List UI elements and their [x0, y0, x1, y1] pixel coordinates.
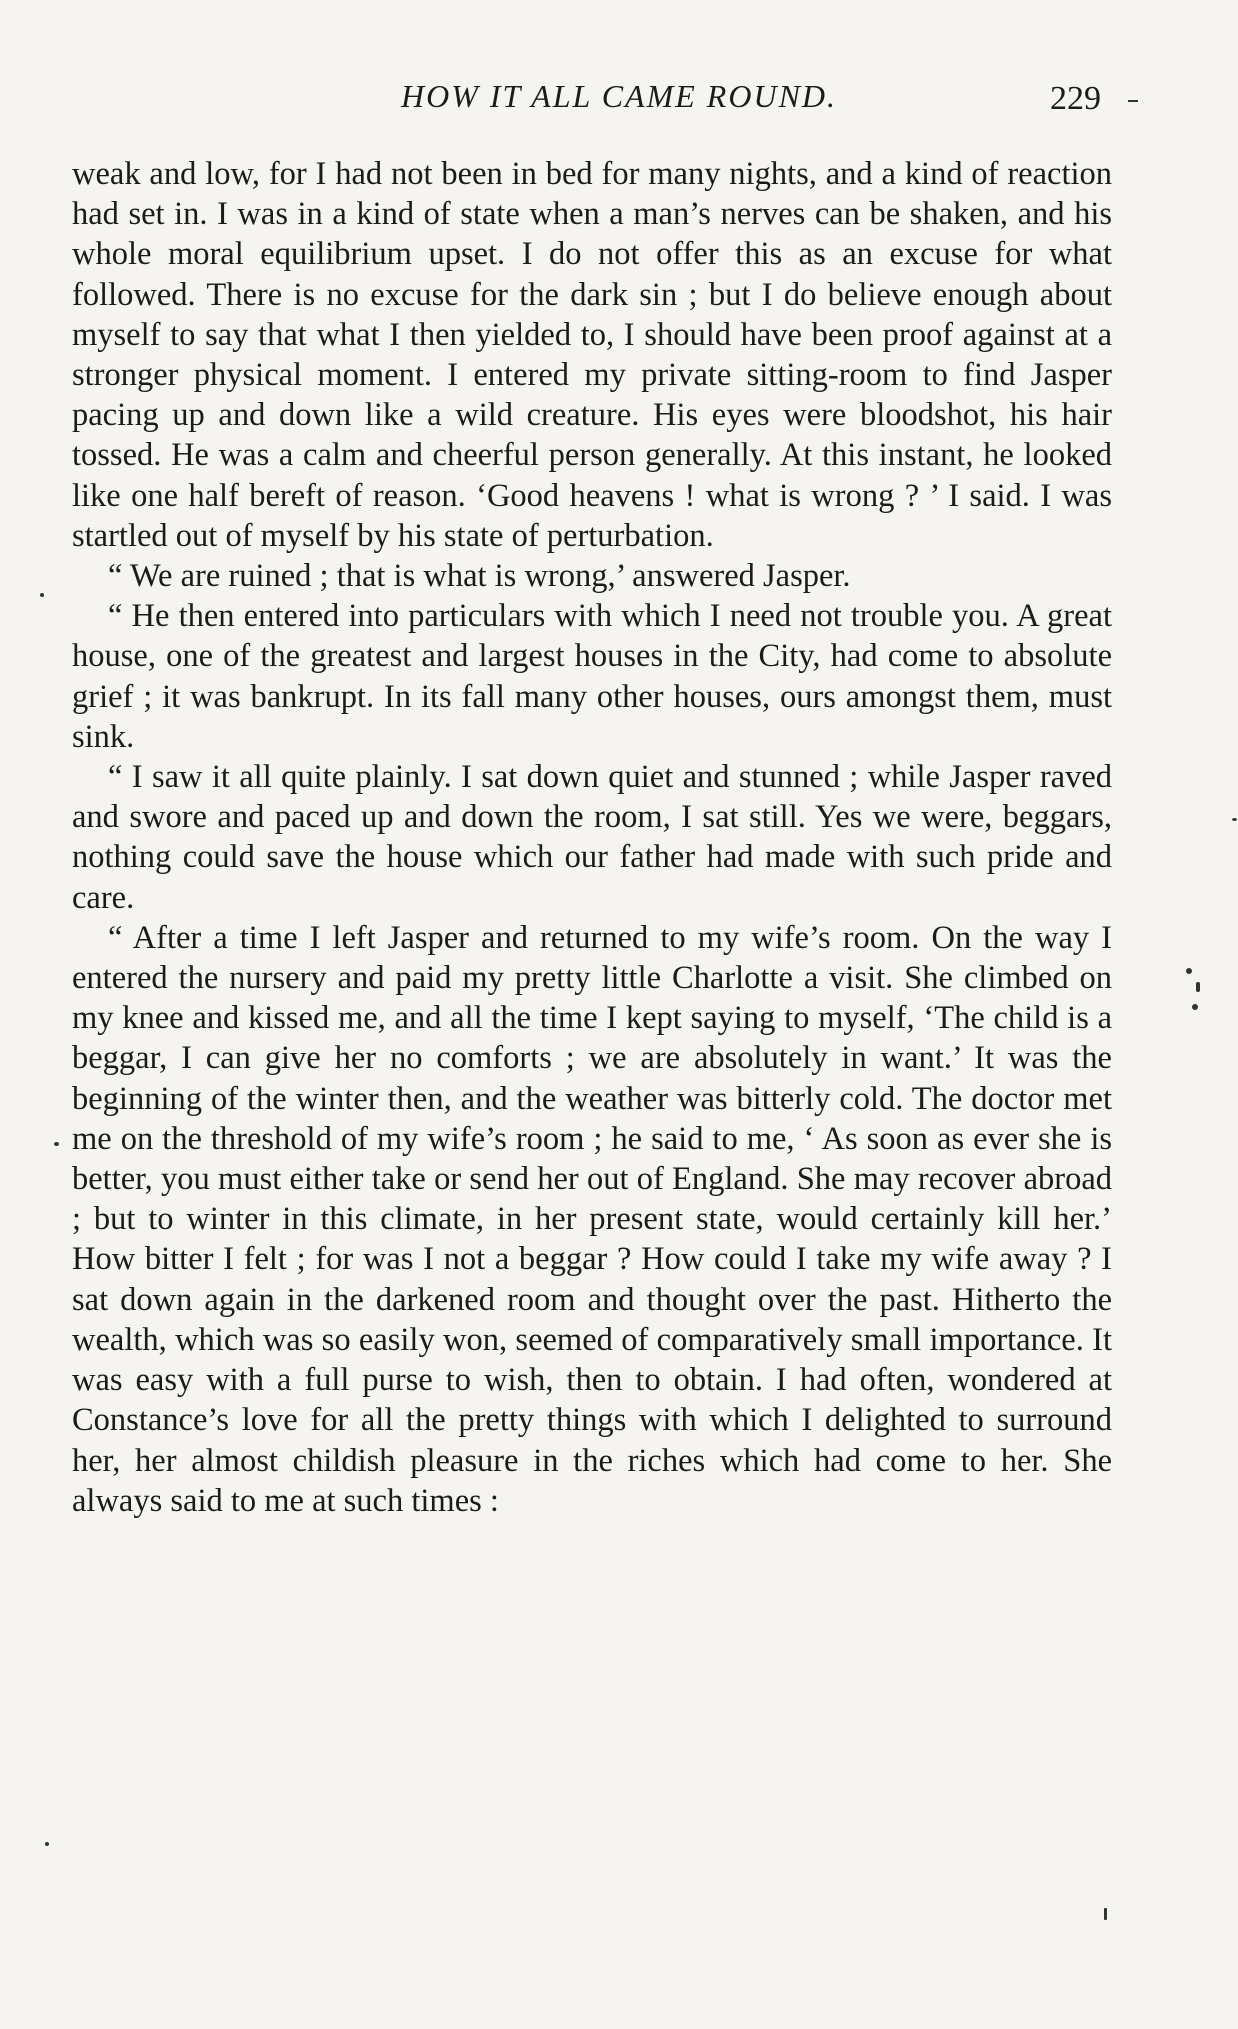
paragraph-1: weak and low, for I had not been in bed for many nights, and a kind of reaction had set in. I was in a kind of state when a man’s nerves can be shaken, and his whole moral equilibrium upset. I do not offer this as an excuse for what followed. There is no excuse for the dark sin ; but I do believe enough about myself to say that what I then yielded to, I should have been proof against at a stronger physical moment. I entered my private sitting-room to find Jasper pacing up and down like a wild creature. His eyes were bloodshot, his hair tossed. He was a calm and cheerful person generally. At this instant, he looked like one half bereft of reason. ‘Good heavens ! what is wrong ? ’ I said. I was startled out of myself by his state of perturbation. — [72, 156, 1112, 554]
scan-speck — [1196, 982, 1200, 992]
scan-speck — [54, 1142, 59, 1146]
scan-speck — [1232, 818, 1237, 821]
paragraph-5: “ After a time I left Jasper and returned to my wife’s room. On the way I entered the nursery and paid my pretty little Charlotte a visit. She climbed on my knee and kissed me, and all the time I kept saying to myself, ‘The child is a beggar, I can give her no comforts ; we are absolutely in want.’ It was the beginning of the winter then, and the weather was bitterly cold. The doctor met me on the threshold of my wife’s room ; he said to me, ‘ As soon as ever she is better, you must either take or send her out of England. She may recover abroad ; but to winter in this climate, in her present state, would certainly kill her.’ How bitter I felt ; for was I not a beggar ? How could I take my wife away ? I sat down again in the darkened room and thought over the past. Hitherto the wealth, which was so easily won, seemed of comparatively small importance. It was easy with a full purse to wish, then to obtain. I had often, wondered at Constance’s love for all the pretty things with which I delighted to surround her, her almost childish pleasure in the riches which had come to her. She always said to me at such times : — [72, 919, 1112, 1519]
scan-speck — [40, 593, 44, 597]
page-number: 229 — [1050, 80, 1101, 117]
running-head — [0, 78, 1238, 128]
scan-speck — [1104, 1908, 1107, 1920]
scan-speck — [1192, 1004, 1198, 1010]
paragraph-3: “ He then entered into particulars with which I need not trouble you. A great house, one of the greatest and largest houses in the City, had come to absolute grief ; it was bankrupt. In its fall many other houses, ours amongst them, must sink. — [72, 598, 1112, 755]
margin-mark — [1128, 100, 1138, 102]
scan-speck — [45, 1842, 49, 1846]
paragraph-4: “ I saw it all quite plainly. I sat down quiet and stunned ; while Jasper raved and swore and paced up and down the room, I sat still. Yes we were, beggars, nothing could save the house which our father had made with such pride and care. — [72, 759, 1112, 916]
body-text — [72, 154, 1112, 1521]
running-title: HOW IT ALL CAME ROUND. — [400, 78, 838, 114]
paragraph-2: “ We are ruined ; that is what is wrong,’ answered Jasper. — [108, 558, 851, 595]
scan-speck — [1186, 968, 1192, 974]
